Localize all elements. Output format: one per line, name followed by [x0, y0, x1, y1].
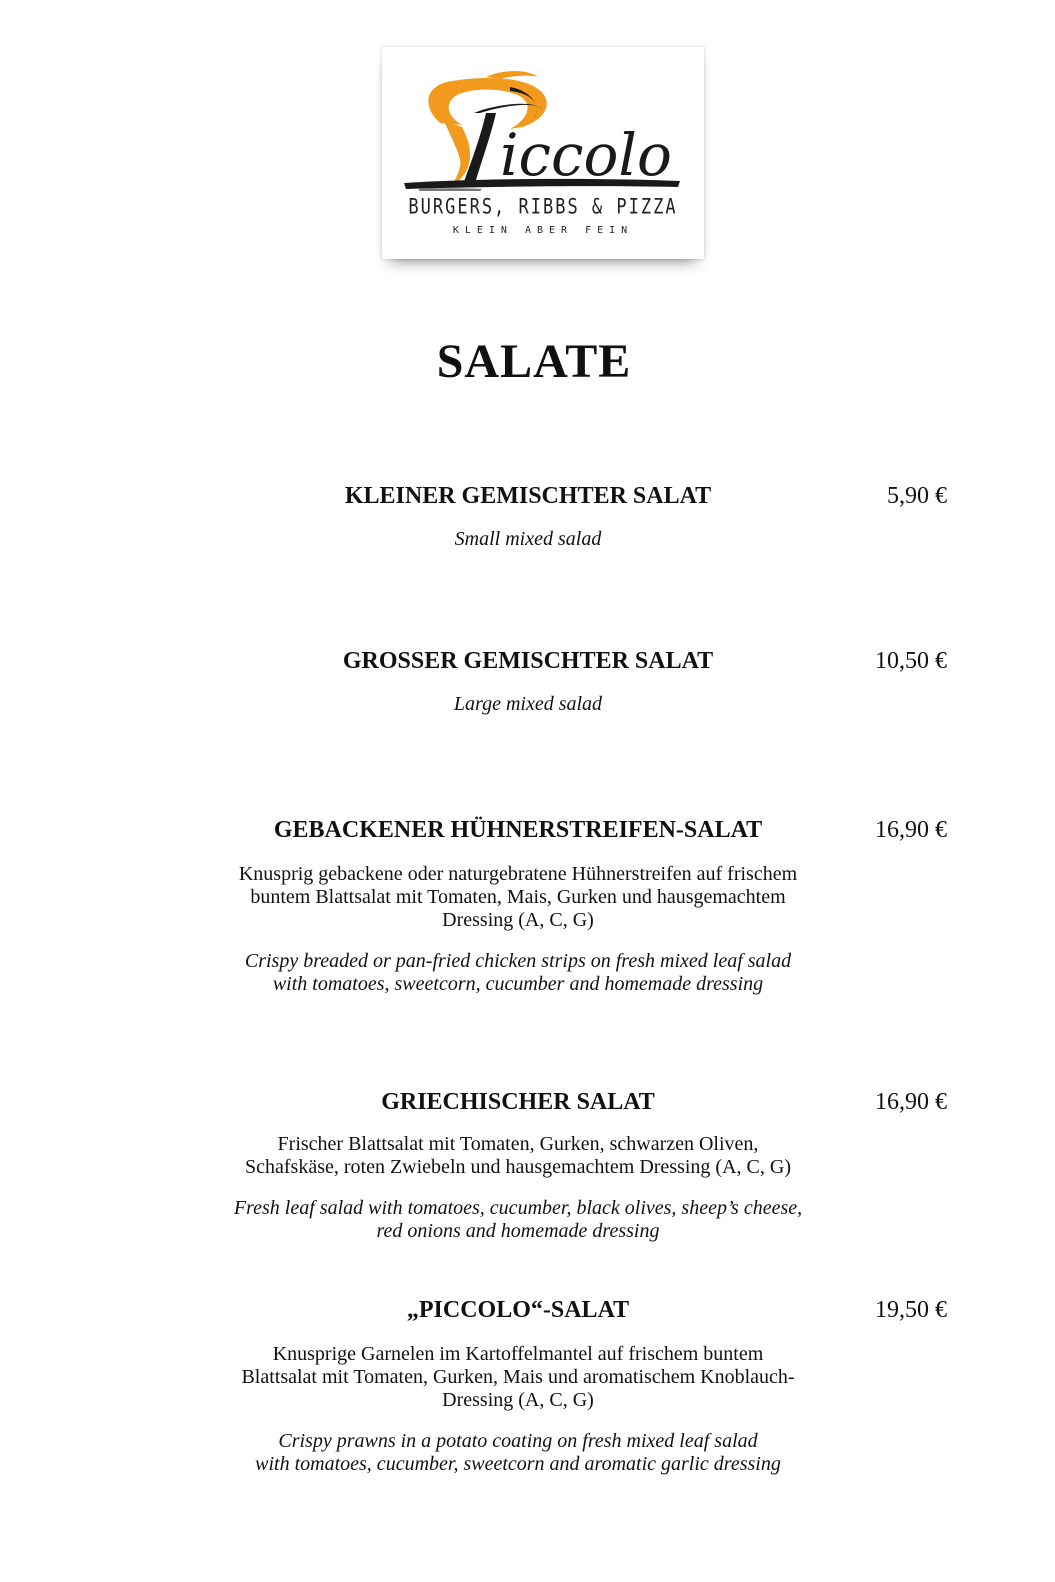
- item-description-de-line: Knusprige Garnelen im Kartoffelmantel auf frischem buntem: [272, 1343, 764, 1365]
- item-description-de-line: Knusprig gebackene oder naturgebratene Hühnerstreifen auf frischem: [238, 863, 798, 885]
- item-description-en-line: Crispy prawns in a potato coating on fresh mixed leaf salad: [278, 1430, 758, 1452]
- item-description-de-line: Blattsalat mit Tomaten, Gurken, Mais und aromatischem Knoblauch-: [241, 1366, 795, 1388]
- section-title: SALATE: [436, 335, 632, 388]
- item-description-de-line: Frischer Blattsalat mit Tomaten, Gurken, schwarzen Oliven,: [277, 1133, 759, 1155]
- item-price: 19,50 €: [875, 1297, 947, 1323]
- item-description-en-line: with tomatoes, sweetcorn, cucumber and homemade dressing: [272, 973, 764, 995]
- restaurant-logo: [382, 47, 704, 259]
- item-price: 10,50 €: [875, 648, 947, 674]
- item-description-de-line: buntem Blattsalat mit Tomaten, Mais, Gurken und hausgemachtem: [250, 886, 786, 908]
- item-description-en-line: with tomatoes, cucumber, sweetcorn and aromatic garlic dressing: [255, 1453, 781, 1475]
- item-price: 16,90 €: [875, 817, 947, 843]
- item-description-en-line: red onions and homemade dressing: [376, 1220, 660, 1242]
- logo-tagline: BURGERS, RIBBS & PIZZA: [408, 194, 678, 220]
- item-name: GEBACKENER HÜHNERSTREIFEN-SALAT: [273, 817, 763, 843]
- item-description-en-line: Fresh leaf salad with tomatoes, cucumber, black olives, sheep’s cheese,: [233, 1197, 803, 1219]
- item-description-de-line: Schafskäse, roten Zwiebeln und hausgemachtem Dressing (A, C, G): [245, 1156, 791, 1178]
- item-description-de-line: Dressing (A, C, G): [442, 909, 594, 931]
- item-name: GRIECHISCHER SALAT: [381, 1089, 655, 1115]
- item-description-en-line: Crispy breaded or pan-fried chicken strips on fresh mixed leaf salad: [244, 950, 792, 972]
- item-name: „PICCOLO“-SALAT: [406, 1297, 630, 1323]
- item-description-de-line: Dressing (A, C, G): [442, 1389, 594, 1411]
- item-price: 5,90 €: [887, 483, 947, 509]
- item-price: 16,90 €: [875, 1089, 947, 1115]
- item-name: KLEINER GEMISCHTER SALAT: [344, 483, 712, 509]
- item-name: GROSSER GEMISCHTER SALAT: [342, 648, 714, 674]
- logo-brand-text: iccolo: [500, 121, 672, 189]
- item-description-en: Large mixed salad: [453, 693, 603, 715]
- item-description-en: Small mixed salad: [454, 528, 602, 550]
- logo-subtagline: KLEIN ABER FEIN: [452, 225, 634, 236]
